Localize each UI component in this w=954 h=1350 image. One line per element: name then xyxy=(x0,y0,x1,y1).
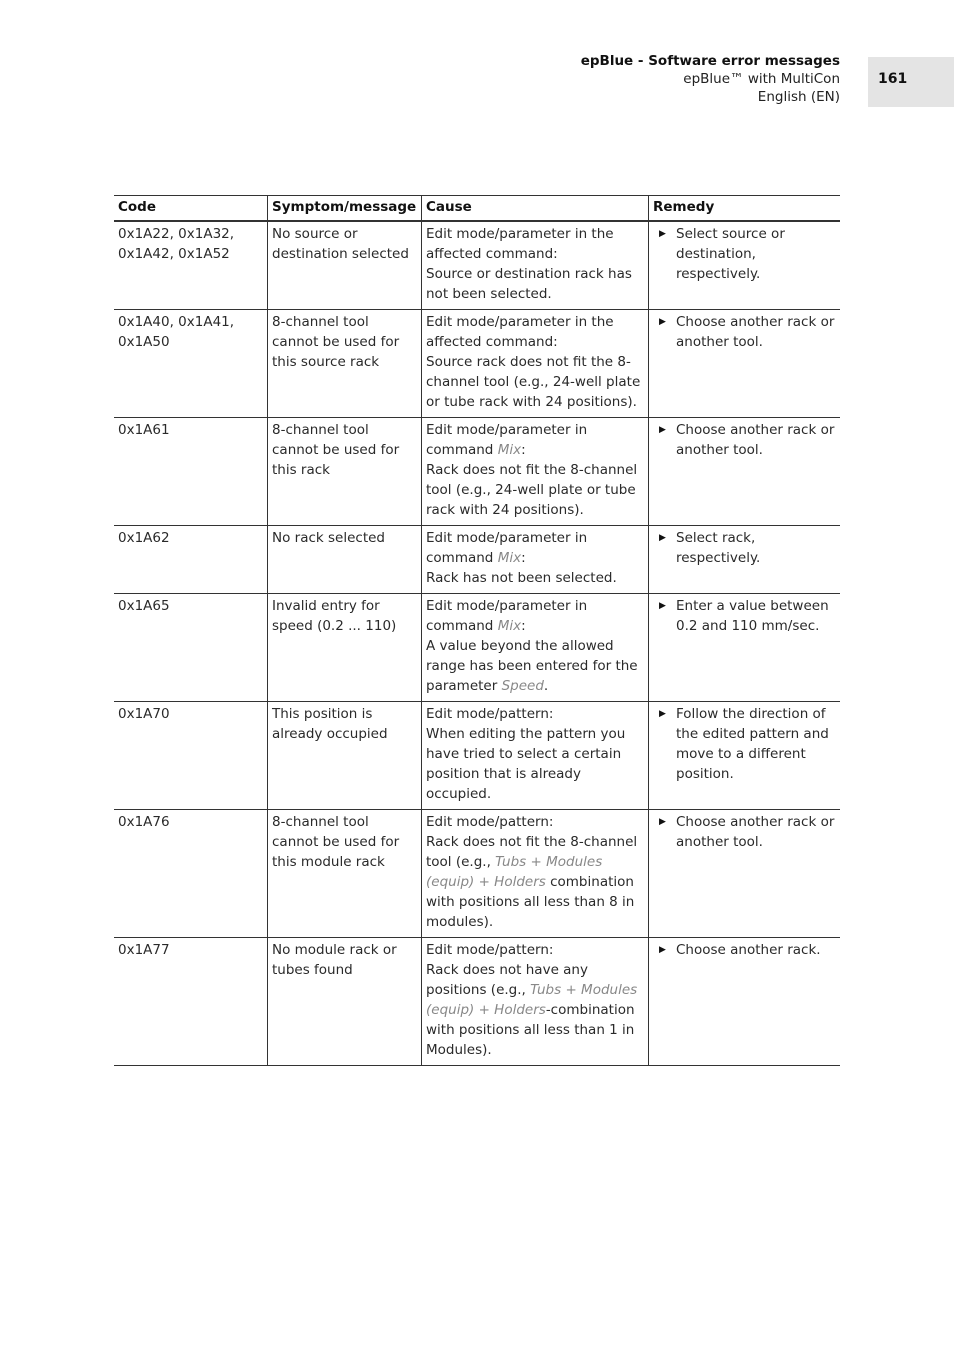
symptom-cell: 8-channel tool cannot be used for this rack xyxy=(268,418,422,526)
cause-cell xyxy=(422,810,649,938)
symptom-cell: 8-channel tool cannot be used for this module rack xyxy=(268,810,422,938)
remedy-item xyxy=(653,528,836,568)
error-code-cell: 0x1A70 xyxy=(114,702,268,810)
remedy-text: Choose another rack or another tool. xyxy=(676,314,835,350)
cause-text: When editing the pattern you have tried to select a certain position that is already occupied. xyxy=(426,726,626,802)
language-label: English (EN) xyxy=(757,89,840,105)
cause-text: Edit mode/pattern: xyxy=(426,814,554,830)
page-header xyxy=(581,52,840,106)
cause-text: Rack does not have any positions (e.g., xyxy=(426,962,588,998)
bullet-arrow-icon: ▶ xyxy=(659,533,666,543)
cause-cell xyxy=(422,221,649,310)
error-code-cell: 0x1A65 xyxy=(114,594,268,702)
remedy-item xyxy=(653,812,836,852)
remedy-item xyxy=(653,312,836,352)
parameter-name: Mix xyxy=(497,550,522,566)
symptom-cell: Invalid entry for speed (0.2 ... 110) xyxy=(268,594,422,702)
bullet-arrow-icon: ▶ xyxy=(659,709,666,719)
cause-text: Rack has not been selected. xyxy=(426,570,617,586)
cause-cell xyxy=(422,702,649,810)
bullet-arrow-icon: ▶ xyxy=(659,817,666,827)
bullet-arrow-icon: ▶ xyxy=(659,317,666,327)
remedy-text: Select source or destination, respectively. xyxy=(676,226,785,282)
cause-text: Edit mode/parameter in command xyxy=(426,530,588,566)
remedy-cell xyxy=(649,526,841,594)
remedy-text: Choose another rack or another tool. xyxy=(676,422,835,458)
remedy-cell xyxy=(649,938,841,1066)
table-row xyxy=(114,810,840,938)
bullet-arrow-icon: ▶ xyxy=(659,425,666,435)
remedy-cell xyxy=(649,418,841,526)
symptom-cell: No source or destination selected xyxy=(268,221,422,310)
section-title: epBlue - Software error messages xyxy=(580,53,840,69)
table-header-row xyxy=(114,196,840,222)
table-row xyxy=(114,594,840,702)
column-header-cause: Cause xyxy=(422,196,649,222)
error-code-cell: 0x1A61 xyxy=(114,418,268,526)
remedy-item xyxy=(653,940,836,960)
remedy-item xyxy=(653,224,836,284)
error-code-cell: 0x1A76 xyxy=(114,810,268,938)
parameter-name: Tubs + Modules (equip) + Holders xyxy=(426,854,603,890)
remedy-text: Choose another rack or another tool. xyxy=(676,814,835,850)
remedy-text: Follow the direction of the edited pattern and move to a different position. xyxy=(676,706,829,782)
error-code-cell: 0x1A77 xyxy=(114,938,268,1066)
product-name: epBlue™ with MultiCon xyxy=(683,71,840,87)
cause-text: combination with positions all less than 8 in modules). xyxy=(426,874,635,930)
table-row xyxy=(114,938,840,1066)
cause-text: Edit mode/parameter in command xyxy=(426,422,588,458)
remedy-cell xyxy=(649,810,841,938)
column-header-symptom: Symptom/message xyxy=(268,196,422,222)
parameter-name: Mix xyxy=(497,618,522,634)
table-row xyxy=(114,526,840,594)
cause-text: Edit mode/pattern: xyxy=(426,706,554,722)
cause-text: Edit mode/parameter in command xyxy=(426,598,588,634)
cause-text: -combination with positions all less than 1 in Modules). xyxy=(426,1002,635,1058)
remedy-cell xyxy=(649,702,841,810)
remedy-cell xyxy=(649,221,841,310)
error-table xyxy=(114,195,840,1066)
remedy-cell xyxy=(649,310,841,418)
parameter-name: Tubs + Modules (equip) + Holders xyxy=(426,982,638,1018)
cause-cell xyxy=(422,526,649,594)
bullet-arrow-icon: ▶ xyxy=(659,945,666,955)
cause-cell xyxy=(422,418,649,526)
remedy-item xyxy=(653,596,836,636)
symptom-cell: 8-channel tool cannot be used for this source rack xyxy=(268,310,422,418)
table-row xyxy=(114,418,840,526)
error-code-cell: 0x1A22, 0x1A32, 0x1A42, 0x1A52 xyxy=(114,221,268,310)
cause-text: A value beyond the allowed range has been entered for the parameter xyxy=(426,638,638,694)
remedy-text: Enter a value between 0.2 and 110 mm/sec. xyxy=(676,598,829,634)
cause-cell xyxy=(422,310,649,418)
bullet-arrow-icon: ▶ xyxy=(659,601,666,611)
parameter-name: Mix xyxy=(497,442,522,458)
cause-text: Edit mode/parameter in the affected command: xyxy=(426,226,614,262)
cause-text: : xyxy=(521,550,526,566)
column-header-code: Code xyxy=(114,196,268,222)
remedy-text: Choose another rack. xyxy=(676,942,821,958)
table-row xyxy=(114,221,840,310)
cause-text: Edit mode/parameter in the affected command: xyxy=(426,314,614,350)
table-body xyxy=(114,221,840,1066)
parameter-name: Speed xyxy=(501,678,544,694)
cause-text: : xyxy=(521,618,526,634)
cause-text: . xyxy=(543,678,549,694)
remedy-item xyxy=(653,420,836,460)
cause-text: : xyxy=(521,442,526,458)
cause-text: Source or destination rack has not been selected. xyxy=(426,266,632,302)
remedy-item xyxy=(653,704,836,784)
cause-cell xyxy=(422,594,649,702)
cause-text: Edit mode/pattern: xyxy=(426,942,554,958)
page-number: 161 xyxy=(868,57,954,107)
cause-text: Rack does not fit the 8-channel tool (e.g., xyxy=(426,834,638,870)
error-code-cell: 0x1A40, 0x1A41, 0x1A50 xyxy=(114,310,268,418)
cause-text: Source rack does not fit the 8-channel tool (e.g., 24-well plate or tube rack with 24 positions). xyxy=(426,354,641,410)
column-header-remedy: Remedy xyxy=(649,196,841,222)
table-row xyxy=(114,310,840,418)
table-row xyxy=(114,702,840,810)
cause-cell xyxy=(422,938,649,1066)
error-code-cell: 0x1A62 xyxy=(114,526,268,594)
symptom-cell: This position is already occupied xyxy=(268,702,422,810)
bullet-arrow-icon: ▶ xyxy=(659,229,666,239)
symptom-cell: No rack selected xyxy=(268,526,422,594)
symptom-cell: No module rack or tubes found xyxy=(268,938,422,1066)
cause-text: Rack does not fit the 8-channel tool (e.g., 24-well plate or tube rack with 24 positions). xyxy=(426,462,638,518)
remedy-cell xyxy=(649,594,841,702)
remedy-text: Select rack, respectively. xyxy=(676,530,761,566)
